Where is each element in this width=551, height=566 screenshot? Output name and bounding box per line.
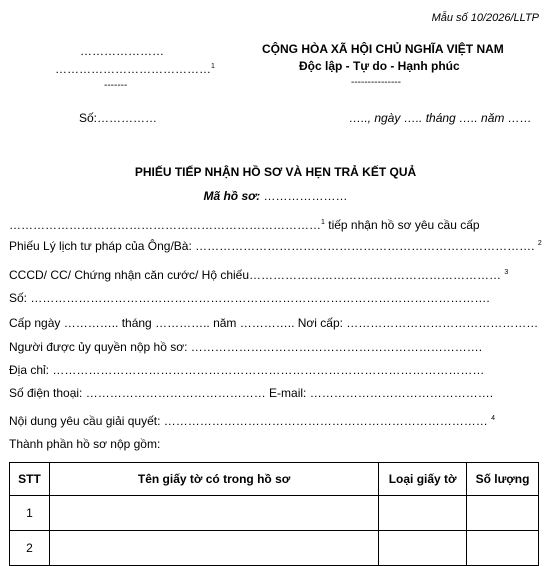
contact-line: Số điện thoại: ……………………………………… E-mail: ………………………………………. <box>9 386 494 400</box>
document-number: Số:…………… <box>79 111 158 125</box>
request-content-text: Nội dung yêu cầu giải quyết: ……………………………………………………………………… <box>9 414 488 428</box>
agency-divider: ------- <box>104 80 128 91</box>
row-index: 2 <box>10 531 50 566</box>
request-footnote-mark: 4 <box>491 415 496 422</box>
table-row <box>10 496 539 531</box>
issue-info-line: Cấp ngày ………….. tháng ………….. năm ………….. Nơi cấp: ………………………………………… <box>9 316 539 330</box>
row-document-name[interactable] <box>49 531 378 566</box>
id-document-text: CCCD/ CC/ Chứng nhận căn cước/ Hộ chiếu……………………………………………………… <box>9 268 502 282</box>
col-header-document-name: Tên giấy tờ có trong hồ sơ <box>49 463 378 496</box>
dossier-code-line <box>0 189 551 203</box>
agency-name-line2 <box>55 62 215 76</box>
id-document-footnote-mark: 3 <box>504 269 509 276</box>
receiver-name-dots: …………………………………………………………………… <box>9 218 321 232</box>
agency-name-line1: ………………… <box>80 44 164 58</box>
applicant-footnote-mark: 2 <box>537 240 542 247</box>
row-document-type[interactable] <box>379 531 467 566</box>
row-quantity[interactable] <box>467 531 539 566</box>
row-index: 1 <box>10 496 50 531</box>
col-header-document-type: Loại giấy tờ <box>379 463 467 496</box>
id-number-line: Số: ……………………………………………………………………………………………………. <box>9 291 490 305</box>
applicant-line <box>9 239 542 253</box>
receiver-footnote-mark: 1 <box>321 219 325 226</box>
table-row <box>10 531 539 566</box>
motto-divider: --------------- <box>351 77 401 88</box>
address-line: Địa chỉ: ……………………………………………………………………………………………… <box>9 363 485 377</box>
col-header-index: STT <box>10 463 50 496</box>
table-header-row <box>10 463 539 496</box>
nation-motto: Độc lập - Tự do - Hạnh phúc <box>299 59 460 73</box>
nation-name: CỘNG HÒA XÃ HỘI CHỦ NGHĨA VIỆT NAM <box>262 42 504 56</box>
request-content-line <box>9 414 495 428</box>
authorized-person-line: Người được ủy quyền nộp hồ sơ: ………………………………………………………………. <box>9 340 483 354</box>
dossier-items-table <box>9 462 539 566</box>
row-quantity[interactable] <box>467 496 539 531</box>
row-document-name[interactable] <box>49 496 378 531</box>
receiver-line <box>9 218 480 232</box>
form-title: PHIẾU TIẾP NHẬN HỒ SƠ VÀ HẸN TRẢ KẾT QUẢ <box>134 165 417 179</box>
row-document-type[interactable] <box>379 496 467 531</box>
receiver-text: tiếp nhận hồ sơ yêu cầu cấp <box>324 218 480 232</box>
agency-name-dots: ………………………………… <box>55 62 211 76</box>
dossier-code-label: Mã hồ sơ: <box>203 189 261 203</box>
issue-date-line: ….., ngày ….. tháng ….. năm …… <box>349 111 532 125</box>
dossier-components-label: Thành phần hồ sơ nộp gồm: <box>9 437 161 451</box>
id-document-line <box>9 268 508 282</box>
col-header-quantity: Số lượng <box>467 463 539 496</box>
agency-footnote-mark: 1 <box>211 63 215 70</box>
applicant-text: Phiếu Lý lịch tư pháp của Ông/Bà: …………………………………………………………………………. <box>9 239 535 253</box>
form-code: Mẫu số 10/2026/LLTP <box>431 12 539 24</box>
dossier-code-value: ………………… <box>260 189 348 203</box>
